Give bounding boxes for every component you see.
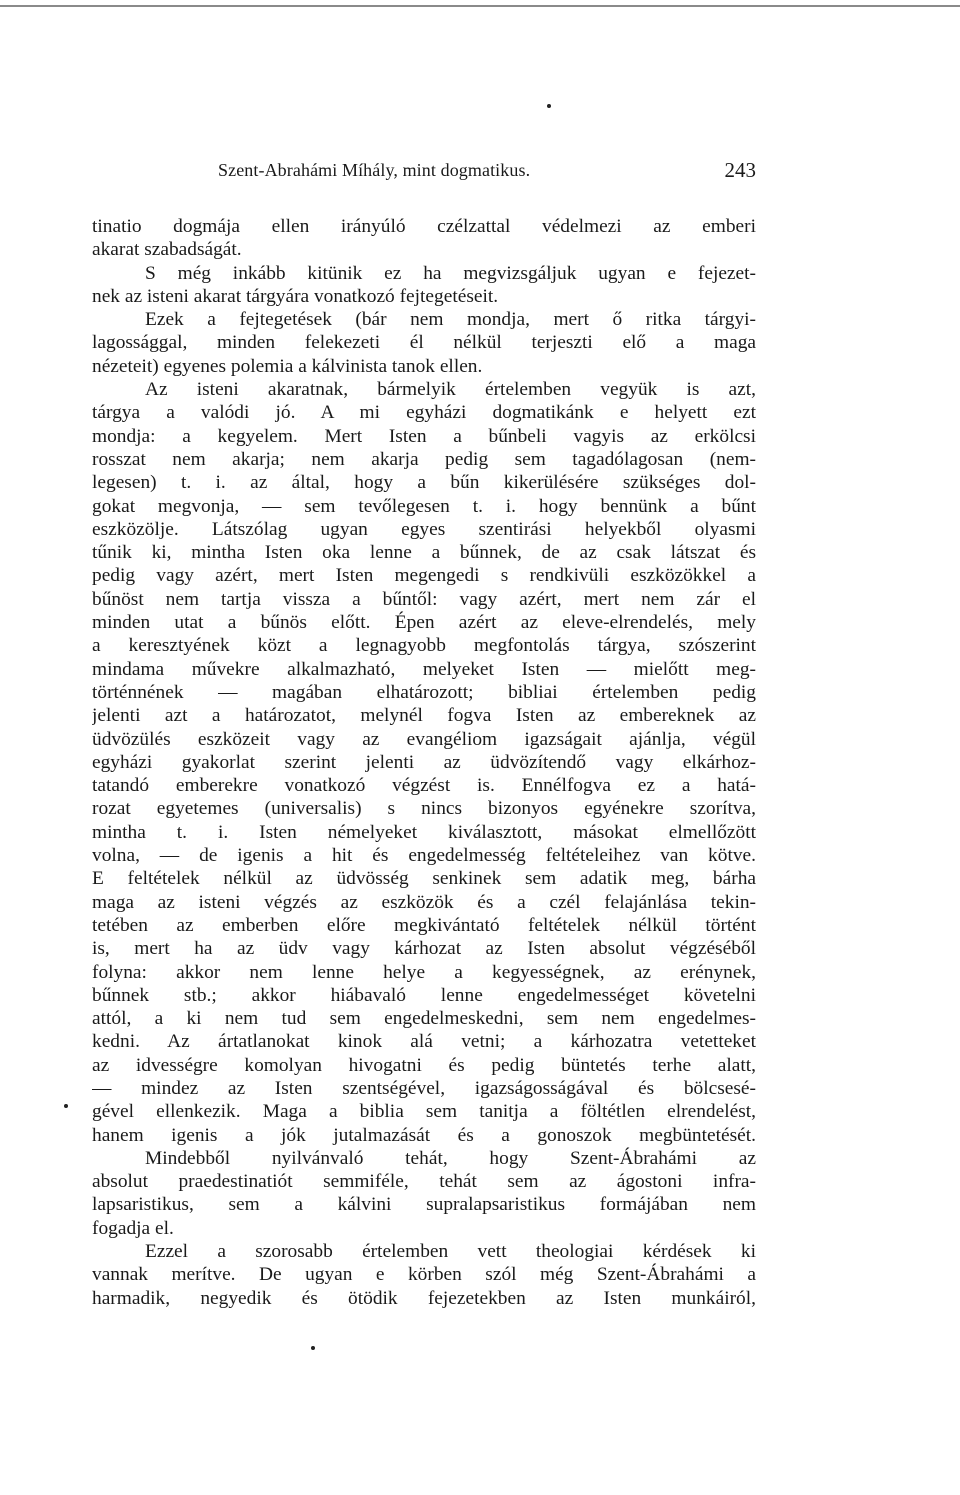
margin-speck [311, 1346, 315, 1350]
text-line: mondja: a kegyelem. Mert Isten a bűnbeli vagyis az erkölcsi [92, 425, 756, 447]
text-line: bűnöst nem tartja vissza a bűntől: vagy azért, mert nem zár el [92, 588, 756, 610]
text-line: volna, — de igenis a hit és engedelmesség feltételeihez van kötve. [92, 845, 756, 867]
text-line: mintha t. i. Isten némelyeket kiválasztott, másokat elmellőzött [92, 821, 756, 843]
text-line: lapsaristikus, sem a kálvini supralapsaristikus formájában nem [92, 1194, 756, 1216]
text-line: tűnik ki, mintha Isten oka lenne a bűnnek, de az csak látszat és [92, 542, 756, 564]
text-line: vannak merítve. De ugyan e körben szól még Szent-Ábrahámi a [92, 1264, 756, 1286]
text-line: lagossággal, minden felekezeti él nélkül terjeszti elő a maga [92, 332, 756, 354]
text-line: akarat szabadságát. [92, 239, 242, 261]
text-line: Mindebből nyilvánvaló tehát, hogy Szent-Ábrahámi az [145, 1147, 756, 1169]
text-line: Az isteni akaratnak, bármelyik értelemben vegyük is azt, [145, 379, 756, 401]
text-line: gével ellenkezik. Maga a biblia sem tanitja a föltétlen elrendelést, [92, 1101, 756, 1123]
text-line: nek az isteni akarat tárgyára vonatkozó fejtegetéseit. [92, 285, 499, 307]
text-line: folyna: akkor nem lenne helye a kegyességnek, az erénynek, [92, 961, 756, 983]
text-line: bűnnek stb.; akkor hiábavaló lenne engedelmességet követelni [92, 984, 756, 1006]
text-line: attól, a ki nem tud sem engedelmeskedni, sem nem engedelmes- [92, 1008, 756, 1030]
text-line: üdvözülés eszközeit vagy az evangéliom igazságait ajánlja, végül [92, 728, 756, 750]
body-text [92, 215, 756, 1310]
text-line: legesen) t. i. az által, hogy a bűn kikerülésére szükséges dol- [92, 472, 756, 494]
text-line: gokat megvonja, — sem tevőlegesen t. i. hogy bennünk a bűnt [92, 495, 756, 517]
text-line: a keresztyének közt a legnagyobb megfontolás tárgya, szószerint [92, 635, 756, 657]
text-line: fogadja el. [92, 1217, 174, 1239]
text-line: az idvességre komolyan hivogatni és pedig büntetés terhe alatt, [92, 1054, 756, 1076]
text-line: tárgya a valódi jó. A mi egyházi dogmatikánk e helyett ezt [92, 402, 756, 424]
text-line: tatandó emberekre vonatkozó végzést is. Ennélfogva ez a hatá- [92, 775, 756, 797]
text-line: hanem igenis a jók jutalmazását és a gonoszok megbüntetését. [92, 1124, 756, 1146]
text-line: E feltételek nélkül az üdvösség senkinek sem adatik meg, bárha [92, 868, 756, 890]
page-header [218, 158, 756, 188]
scan-edge-rule [0, 5, 960, 7]
text-line: tinatio dogmája ellen irányúló czélzattal védelmezi az emberi [92, 216, 756, 237]
margin-speck [547, 104, 551, 108]
text-line: rozat egyetemes (universalis) s nincs bizonyos egyénekre szorítva, [92, 798, 756, 820]
page-number: 243 [724, 158, 756, 182]
text-line: eszközölje. Látszólag ugyan egyes szentirási helyekből olyasmi [92, 518, 756, 540]
text-line: harmadik, negyedik és ötödik fejezetekben az Isten munkáiról, [92, 1287, 756, 1309]
text-line: történnének — magában elhatározott; bibliai értelemben pedig [92, 681, 756, 703]
text-line: jelenti azt a határozatot, melynél fogva Isten az embereknek az [92, 705, 756, 727]
text-line: minden utat a bűnös előtt. Épen azért az eleve-elrendelés, mely [92, 612, 756, 634]
margin-speck [64, 1104, 68, 1108]
text-line: maga az isteni végzés az eszközök és a czél felajánlása tekin- [92, 891, 756, 913]
text-line: mindama művekre alkalmazható, melyeket Isten — mielőtt meg- [92, 658, 756, 680]
text-line: S még inkább kitünik ez ha megvizsgáljuk ugyan e fejezet- [145, 262, 756, 284]
text-line: pedig vagy azért, mert Isten megengedi s rendkivüli eszközökkel a [92, 565, 756, 587]
text-line: absolut praedestinatiót semmiféle, tehát sem az ágostoni infra- [92, 1171, 756, 1193]
text-line: kedni. Az ártatlanokat kinok alá vetni; a kárhozatra vetetteket [92, 1031, 756, 1053]
text-line: tetében az emberben előre megkivántató feltételek nélkül történt [92, 914, 756, 936]
running-title: Szent-Abrahámi Míhály, mint dogmatikus. [218, 160, 531, 180]
text-line: egyházi gyakorlat szerint jelenti az üdvözítendő vagy elkárhoz- [92, 751, 756, 773]
text-line: is, mert ha az üdv vagy kárhozat az Isten absolut végzéséből [92, 938, 756, 960]
text-line: rosszat nem akarja; nem akarja pedig sem tagadólagosan (nem- [92, 448, 756, 470]
text-line: — mindez az Isten szentségével, igazságosságával és bölcsesé- [92, 1077, 756, 1099]
text-line: Ezek a fejtegetések (bár nem mondja, mert ő ritka tárgyi- [145, 309, 756, 331]
text-line: Ezzel a szorosabb értelemben vett theologiai kérdések ki [145, 1241, 756, 1263]
text-line: nézeteit) egyenes polemia a kálvinista tanok ellen. [92, 355, 483, 377]
